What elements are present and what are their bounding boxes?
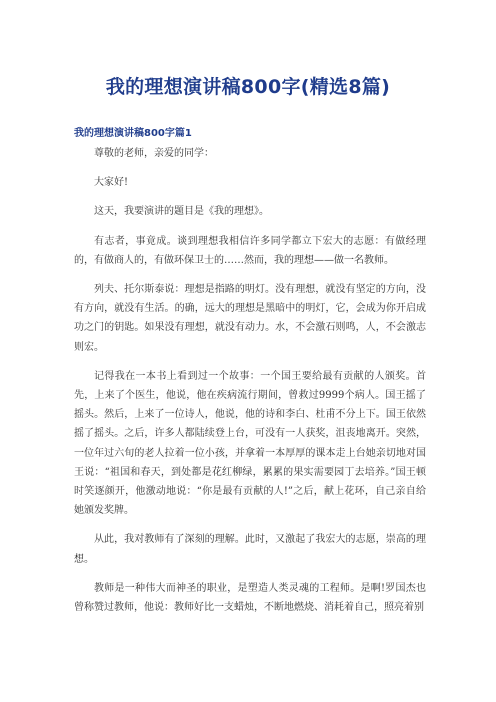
document-body (74, 144, 426, 627)
section-heading: 我的理想演讲稿800字篇1 (74, 128, 192, 139)
paragraph-topic: 这天，我要演讲的题目是《我的理想》。 (94, 206, 269, 218)
document-title: 我的理想演讲稿800字(精选8篇) (105, 76, 391, 98)
paragraph-greeting: 尊敬的老师，亲爱的同学： (94, 148, 214, 159)
paragraph: 有志者，事竟成。谈到理想我相信许多同学都立下宏大的志愿：有做经理的，有做商人的，有做环保卫士的……然而，我的理想——做一名教师。 (74, 235, 426, 266)
paragraph: 列夫、托尔斯泰说：理想是指路的明灯。没有理想，就没有坚定的方向，没有方向，就没有生活。的确，远大的理想是黑暗中的明灯，它，会成为你开启成功之门的钥匙。如果没有理想，就没有动力。水，不会激石则鸣，人，不会激志则宏。 (74, 284, 426, 353)
paragraph: 从此，我对教师有了深刻的理解。此时，又激起了我宏大的志愿，崇高的理想。 (74, 534, 426, 565)
paragraph-hello: 大家好! (94, 177, 129, 189)
paragraph: 教师是一种伟大而神圣的职业，是塑造人类灵魂的工程师。是啊!罗国杰也曾称赞过教师，他说：教师好比一支蜡烛，不断地燃烧、消耗着自己，照亮着别 (74, 582, 426, 614)
paragraph: 记得我在一本书上看到过一个故事：一个国王要给最有贡献的人颁奖。首先，上来了个医生，他说，他在疾病流行期间，曾救过9999个病人。国王摇了摇头。然后，上来了一位诗人，他说，他的诗和李白、杜甫不分上下。国王依然摇了摇头。之后，许多人都陆续登上台，可没有一人获奖，沮丧地离开。突然，一位年过六旬的老人拉着一位小孩，并拿着一本厚厚的课本走上台她亲切地对国王说：“祖国和春天，到处都是花红柳绿，累累的果实需要园丁去培养。”国王顿时笑逐颜开，他激动地说：“你是最有贡献的人!”之后，献上花环，自己亲自给她颁发奖牌。 (74, 370, 426, 517)
